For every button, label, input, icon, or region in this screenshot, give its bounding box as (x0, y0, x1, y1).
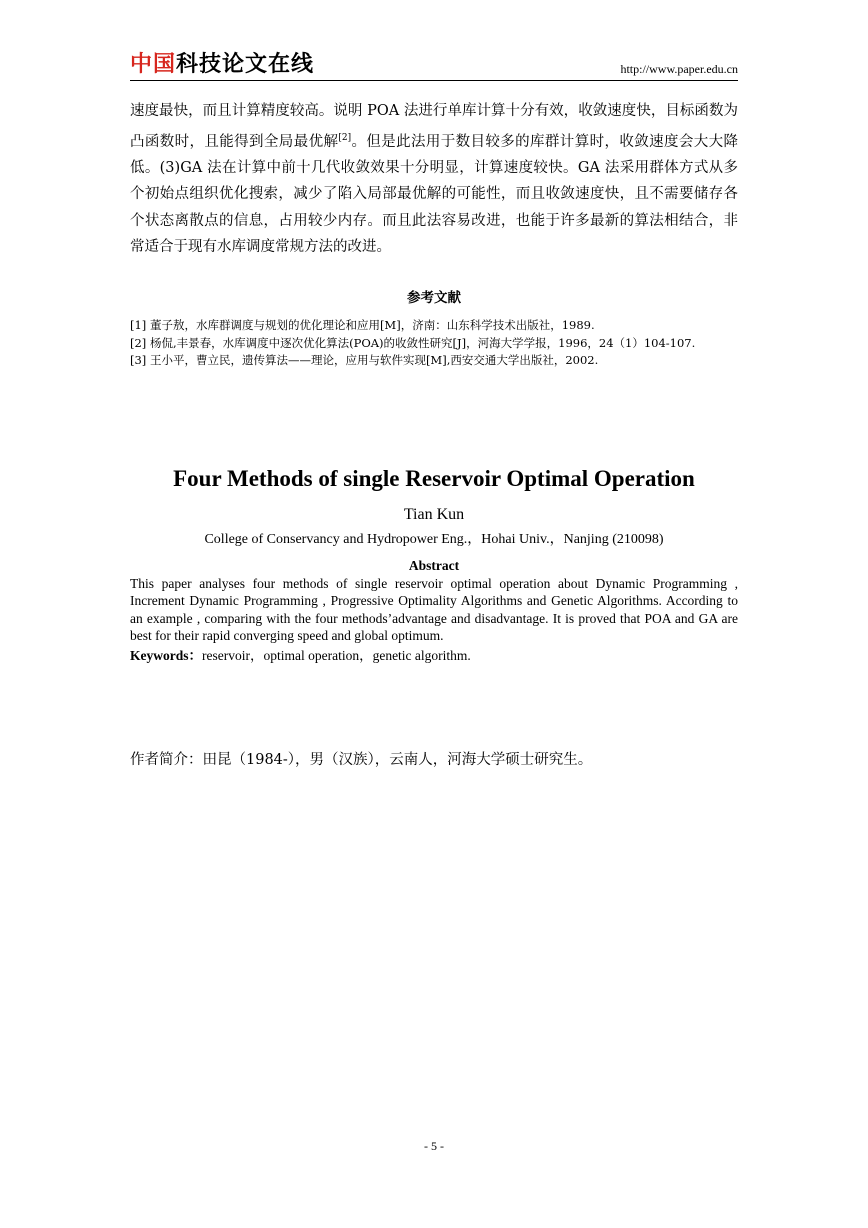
abstract-heading: Abstract (408, 558, 460, 573)
english-title: Four Methods of single Reservoir Optimal Operation (173, 466, 695, 491)
keywords-line (130, 644, 738, 664)
body-text-part-2: 。但是此法用于数目较多的库群计算时，收敛速度会大大降低。(3)GA 法在计算中前十几代收敛效果十分明显，计算速度较快。GA 法采用群体方式从多个初始点组织优化搜索，减少了陷入局部最优解的可能性，而且收敛速度快，且不需要储存各个状态离散点的信息，占用较少内存。而且此法容易改进，也能于许多最新的算法相结合，非常适合于现有水库调度常规方法的改进。 (130, 133, 739, 256)
keywords-value: reservoir，optimal operation，genetic algorithm. (202, 648, 471, 663)
page-header (130, 52, 738, 81)
body-paragraph (130, 98, 738, 261)
citation-superscript: [2] (338, 132, 352, 143)
author-intro: 作者简介：田昆（1984-），男（汉族），云南人，河海大学硕士研究生。 (130, 752, 593, 768)
site-logo (130, 52, 314, 78)
page-number: - 5 - (424, 1139, 444, 1153)
keywords-label: Keywords： (130, 648, 202, 663)
english-author: Tian Kun (403, 506, 465, 523)
logo-black-text: 科技论文在线 (176, 52, 315, 77)
reference-item: [3] 王小平，曹立民，遗传算法——理论，应用与软件实现[M],西安交通大学出版社，2002. (130, 353, 599, 367)
reference-item: [1] 董子敖，水库群调度与规划的优化理论和应用[M]，济南：山东科学技术出版社，1989. (130, 318, 595, 332)
reference-item: [2] 杨侃,丰景春，水库调度中逐次优化算法(POA)的收敛性研究[J]，河海大学学报，1996，24（1）104-107. (130, 335, 696, 350)
references-heading: 参考文献 (407, 290, 461, 306)
abstract-text: This paper analyses four methods of single reservoir optimal operation about Dynamic Programming , Increment Dynamic Programming , Progressive Optimality Algorithms and Genetic Algorithms. According to an example , comparing with the four methods’advantage and disadvantage. It is proved that POA and GA are best for their rapid converging speed and global optimum. (130, 576, 738, 643)
english-affiliation: College of Conservancy and Hydropower Eng.，Hohai Univ.，Nanjing (210098) (204, 532, 664, 547)
references-list (130, 317, 742, 370)
header-url[interactable]: http://www.paper.edu.cn (620, 62, 738, 76)
logo-red-text: 中国 (130, 52, 177, 77)
body-text-part-1: 速度最快，而且计算精度较高。说明 POA 法进行单库计算十分有效，收敛速度快，目标函数为凸函数时，且能得到全局最优解 (130, 103, 738, 150)
